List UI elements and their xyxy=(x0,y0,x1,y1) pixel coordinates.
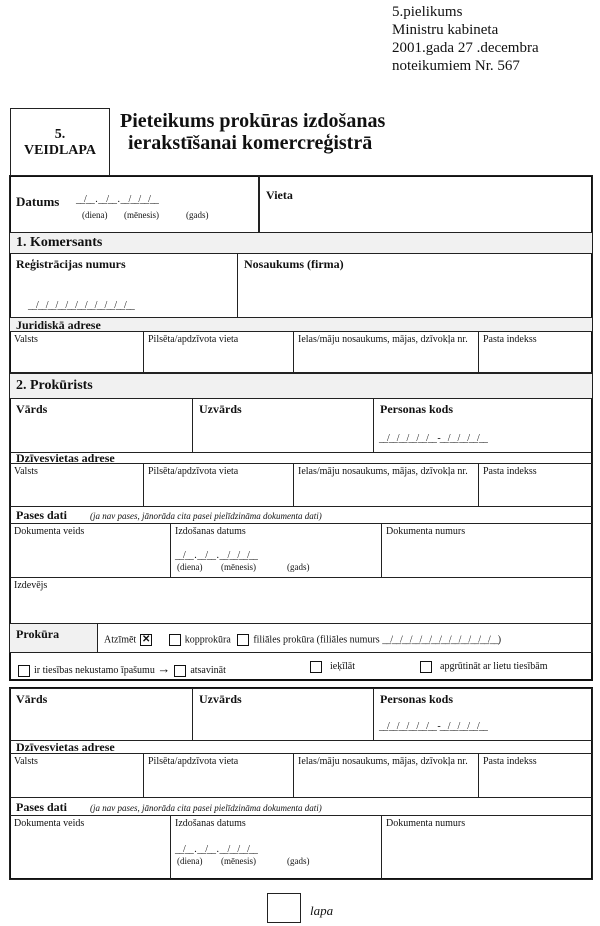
page-number-box[interactable] xyxy=(267,893,301,923)
field-label: Personas kods xyxy=(380,692,454,706)
month-hint: (mēnesis) xyxy=(221,856,256,866)
sell-label: atsavināt xyxy=(190,665,226,676)
place-label: Vieta xyxy=(266,188,293,202)
field-label: Pilsēta/apdzīvota vieta xyxy=(148,756,239,767)
last-name-field[interactable] xyxy=(192,688,374,741)
branch-number-blanks[interactable]: __/__/__/__/__/__/__/__/__/__/__/__) xyxy=(382,634,501,646)
personal-code-field[interactable] xyxy=(373,688,593,741)
subsection-title: Dzīvesvietas adrese xyxy=(16,451,115,465)
code-blanks: __/__/__/__/__/__ -__/__/__/__/__ xyxy=(379,433,487,444)
mark-label: Atzīmēt xyxy=(104,634,137,646)
field-label: Ielas/māju nosaukums, mājas, dzīvokļa nr. xyxy=(298,334,468,345)
country-field[interactable] xyxy=(9,463,144,507)
personal-code-field[interactable] xyxy=(373,398,593,453)
mark-example-checkbox: ✕ xyxy=(142,634,151,645)
encumber-label: apgrūtināt ar lietu tiesībām xyxy=(440,661,548,673)
first-name-field[interactable] xyxy=(9,398,193,453)
place-field[interactable] xyxy=(258,175,593,233)
field-label: Izdošanas datums xyxy=(175,526,246,537)
field-label: Uzvārds xyxy=(199,692,242,706)
form-number: 5. xyxy=(54,127,66,142)
date-blanks: __/__ . __/__ . __/__/__/__ xyxy=(175,844,257,855)
field-label: Vārds xyxy=(16,692,48,706)
day-hint: (diena) xyxy=(82,210,108,220)
field-label: Vārds xyxy=(16,402,48,416)
country-field[interactable] xyxy=(9,331,144,373)
annex-line: noteikumiem Nr. 567 xyxy=(392,58,520,74)
subsection-header xyxy=(9,317,593,332)
field-label: Personas kods xyxy=(380,402,454,416)
field-label: Dokumenta numurs xyxy=(386,818,466,829)
page-label: lapa xyxy=(310,903,334,918)
date-blanks: __/__ . __/__ . __/__/__/__ xyxy=(175,550,257,561)
reg-blanks: __/__/__/__/__/__/__/__/__/__/__ xyxy=(28,300,134,311)
passport-note: (ja nav pases, jānorāda cita pasei pielīdzināma dokumenta dati) xyxy=(90,803,322,813)
pledge-label: ieķīlāt xyxy=(330,661,355,673)
subsection-header xyxy=(9,740,593,754)
encumber-checkbox[interactable] xyxy=(420,661,432,673)
annex-line: 2001.gada 27 .decembra xyxy=(392,40,539,56)
first-name-field[interactable] xyxy=(9,688,193,741)
subsection-title: Juridiskā adrese xyxy=(16,318,101,332)
subsection-title: Pases dati xyxy=(16,508,67,522)
city-field[interactable] xyxy=(143,331,294,373)
procura-label: Prokūra xyxy=(16,627,60,641)
joint-procura-checkbox[interactable] xyxy=(169,634,181,646)
issuer-field[interactable] xyxy=(9,577,593,624)
subsection-header xyxy=(9,797,593,816)
city-field[interactable] xyxy=(143,463,294,507)
sell-checkbox[interactable] xyxy=(174,665,186,677)
document-number-field[interactable] xyxy=(381,523,593,578)
date-field[interactable] xyxy=(9,175,259,233)
field-label: Izdevējs xyxy=(14,580,48,591)
last-name-field[interactable] xyxy=(192,398,374,453)
country-field[interactable] xyxy=(9,753,144,798)
date-label: Datums xyxy=(16,194,60,209)
branch-label: filiāles prokūra (filiāles numurs xyxy=(253,634,380,646)
title-line: Pieteikums prokūras izdošanas xyxy=(120,110,386,132)
city-field[interactable] xyxy=(143,753,294,798)
rights-row xyxy=(14,661,226,677)
issue-date-field[interactable] xyxy=(170,815,382,880)
registration-number-field[interactable] xyxy=(9,253,238,318)
field-label: Uzvārds xyxy=(199,402,242,416)
field-label: Reģistrācijas numurs xyxy=(16,257,126,271)
procura-label-cell xyxy=(9,623,98,653)
postal-field[interactable] xyxy=(478,753,593,798)
field-label: Ielas/māju nosaukums, mājas, dzīvokļa nr. xyxy=(298,466,468,477)
field-label: Valsts xyxy=(14,756,38,767)
field-label: Pasta indekss xyxy=(483,334,537,345)
year-hint: (gads) xyxy=(287,562,310,572)
page-title xyxy=(120,110,385,154)
branch-procura-checkbox[interactable] xyxy=(237,634,249,646)
month-hint: (mēnesis) xyxy=(124,210,159,220)
procura-options xyxy=(97,623,593,653)
street-field[interactable] xyxy=(293,463,479,507)
field-label: Dokumenta numurs xyxy=(386,526,466,537)
document-type-field[interactable] xyxy=(9,815,171,880)
field-label: Pasta indekss xyxy=(483,756,537,767)
day-hint: (diena) xyxy=(177,856,203,866)
annex-line: Ministru kabineta xyxy=(392,22,499,38)
month-hint: (mēnesis) xyxy=(221,562,256,572)
field-label: Ielas/māju nosaukums, mājas, dzīvokļa nr. xyxy=(298,756,468,767)
postal-field[interactable] xyxy=(478,331,593,373)
field-label: Valsts xyxy=(14,334,38,345)
section-header xyxy=(9,232,593,254)
joint-label: kopprokūra xyxy=(184,634,231,646)
day-hint: (diena) xyxy=(177,562,203,572)
form-badge xyxy=(10,108,110,176)
arrow-icon: → xyxy=(157,661,171,676)
form-label: VEIDLAPA xyxy=(23,143,97,158)
field-label: Pilsēta/apdzīvota vieta xyxy=(148,334,239,345)
date-blanks: __/__ . __/__ . __/__/__/__ xyxy=(76,194,158,205)
field-label: Dokumenta veids xyxy=(14,526,85,537)
year-hint: (gads) xyxy=(186,210,209,220)
pledge-checkbox[interactable] xyxy=(310,661,322,673)
field-label: Valsts xyxy=(14,466,38,477)
real-estate-rights-checkbox[interactable] xyxy=(18,665,30,677)
field-label: Pilsēta/apdzīvota vieta xyxy=(148,466,239,477)
field-label: Nosaukums (firma) xyxy=(244,257,344,271)
section-header xyxy=(9,372,593,399)
issue-date-field[interactable] xyxy=(170,523,382,578)
subsection-header xyxy=(9,506,593,524)
passport-note: (ja nav pases, jānorāda cita pasei pielīdzināma dokumenta dati) xyxy=(90,511,322,521)
field-label: Dokumenta veids xyxy=(14,818,85,829)
pledge-option xyxy=(306,661,355,673)
section-title: 1. Komersants xyxy=(16,235,103,250)
section-title: 2. Prokūrists xyxy=(16,378,93,393)
code-blanks: __/__/__/__/__/__ -__/__/__/__/__ xyxy=(379,721,487,732)
street-field[interactable] xyxy=(293,331,479,373)
subsection-title: Pases dati xyxy=(16,800,67,814)
title-line: ierakstīšanai komercreģistrā xyxy=(128,132,373,154)
subsection-title: Dzīvesvietas adrese xyxy=(16,740,115,754)
company-name-field[interactable] xyxy=(237,253,593,318)
field-label: Pasta indekss xyxy=(483,466,537,477)
annex-line: 5.pielikums xyxy=(392,4,463,20)
street-field[interactable] xyxy=(293,753,479,798)
document-number-field[interactable] xyxy=(381,815,593,880)
field-label: Izdošanas datums xyxy=(175,818,246,829)
rights-label: ir tiesības nekustamo īpašumu xyxy=(34,665,155,676)
postal-field[interactable] xyxy=(478,463,593,507)
encumber-option xyxy=(416,661,547,673)
document-type-field[interactable] xyxy=(9,523,171,578)
year-hint: (gads) xyxy=(287,856,310,866)
